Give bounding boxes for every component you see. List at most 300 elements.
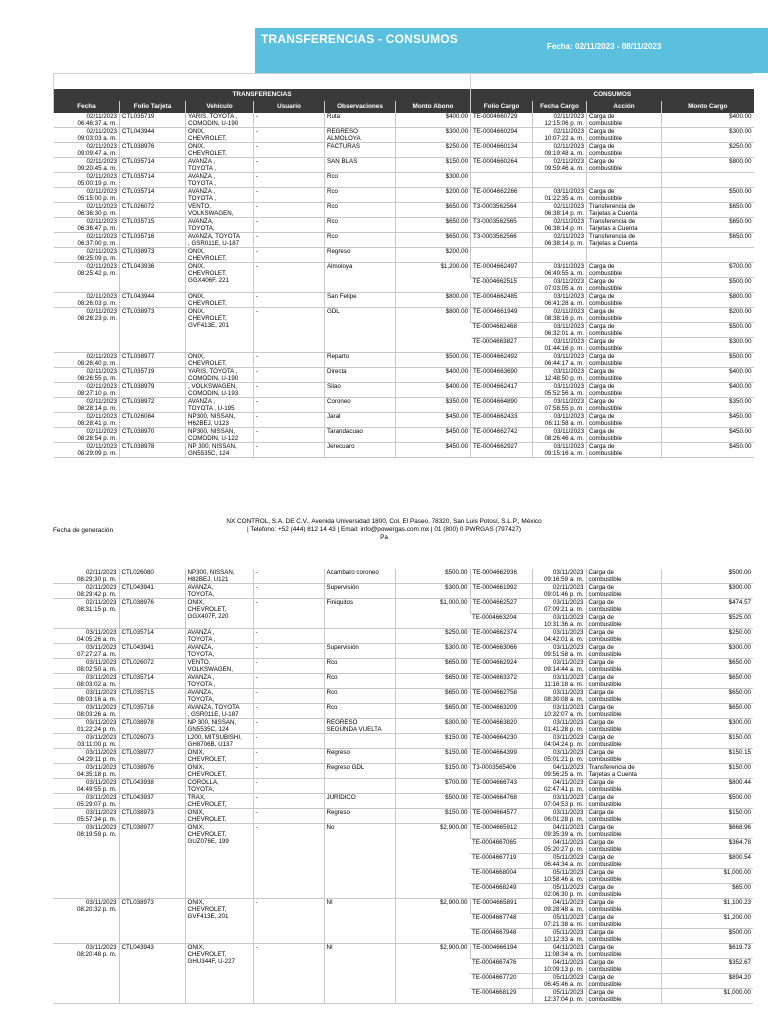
cell-usuario: -	[253, 569, 324, 584]
cell-fecha-cargo: 03/11/2023 09:51:58 a. m.	[532, 644, 586, 659]
cell-usuario: -	[254, 143, 325, 158]
cell-monto-cargo: $500.00	[661, 794, 753, 809]
cell-folio-cargo: TE-0004662527	[470, 599, 532, 614]
cell-usuario: -	[254, 413, 325, 428]
cell-folio-cargo	[471, 173, 533, 188]
cell-usuario: -	[254, 398, 325, 413]
cell-monto-cargo: $65.00	[661, 884, 753, 899]
cell-vehiculo: NP 300, NISSAN, GN5535C, 124	[185, 719, 253, 734]
cell-folio-cargo: TE-0004668129	[470, 989, 532, 1004]
cell-accion: Carga de combustible	[586, 944, 661, 959]
cell-fecha: 02/11/2023 08:28:54 p. m.	[54, 428, 120, 443]
cell-observaciones: Coroneo	[325, 398, 396, 413]
cell-monto-abono: $650.00	[395, 704, 470, 719]
cell-folio-cargo: TE-0004662497	[471, 263, 533, 278]
cell-folio-cargo: T3-0003562565	[471, 218, 533, 233]
cell-usuario: -	[253, 824, 324, 899]
cell-vehiculo: AVANZA, TOYOTA,	[186, 218, 254, 233]
cell-monto-cargo: $800.00	[662, 158, 754, 173]
table-row	[54, 413, 754, 428]
cell-accion: Carga de combustible	[586, 614, 661, 629]
cell-fecha-cargo: 03/11/2023 10:31:36 a. m.	[532, 614, 586, 629]
cell-folio-tarjeta: CTL043941	[119, 644, 185, 659]
cell-usuario: -	[254, 428, 325, 443]
cell-monto-abono: $150.00	[395, 809, 470, 824]
cell-monto-cargo: $150.00	[661, 809, 753, 824]
cell-vehiculo: AVANZA , TOYOTA ,	[186, 188, 254, 203]
cell-accion: Carga de combustible	[586, 644, 661, 659]
table-row	[53, 944, 753, 959]
cell-fecha-cargo: 04/11/2023 11:08:34 a. m.	[532, 944, 586, 959]
cell-accion: Carga de combustible	[586, 989, 661, 1004]
cell-accion: Carga de combustible	[586, 869, 661, 884]
cell-vehiculo: ONIX, CHEVROLET, GVF413E, 201	[186, 308, 254, 353]
cell-folio-tarjeta: CTL043944	[120, 128, 186, 143]
cell-observaciones: Rco	[325, 218, 396, 233]
page-footer	[150, 518, 618, 542]
cell-monto-cargo: $364.78	[661, 839, 753, 854]
cell-vehiculo: ONIX, CHEVROLET,	[185, 749, 253, 764]
cell-fecha-cargo: 04/11/2023 02:47:41 p. m.	[532, 779, 586, 794]
cell-fecha-cargo: 03/11/2023 06:01:28 p. m.	[532, 809, 586, 824]
cell-accion: Carga de combustible	[586, 899, 661, 914]
cell-folio-tarjeta: CTL035715	[120, 218, 186, 233]
cell-folio-cargo: TE-0004660264	[471, 158, 533, 173]
cell-usuario: -	[253, 719, 324, 734]
cell-monto-abono: $350.00	[396, 398, 471, 413]
cell-folio-cargo: TE-0004662936	[470, 569, 532, 584]
cell-usuario: -	[254, 383, 325, 398]
cell-vehiculo: AVANZA , TOYOTA ,	[185, 629, 253, 644]
cell-accion: Carga de combustible	[586, 704, 661, 719]
cell-observaciones	[324, 779, 395, 794]
cell-accion: Carga de combustible	[587, 323, 662, 338]
cell-folio-cargo: T3-0003565406	[470, 764, 532, 779]
cell-fecha-cargo: 02/11/2023 09:01:46 p. m.	[532, 584, 586, 599]
cell-folio-cargo: TE-0004662433	[471, 413, 533, 428]
cell-accion: Transferencia de Tarjetas a Cuenta	[587, 218, 662, 233]
cell-accion: Carga de combustible	[587, 368, 662, 383]
cell-usuario: -	[254, 128, 325, 143]
cell-fecha: 02/11/2023 09:03:03 a. m.	[54, 128, 120, 143]
cell-usuario: -	[254, 293, 325, 308]
table-row	[54, 113, 754, 128]
cell-accion: Carga de combustible	[586, 809, 661, 824]
cell-observaciones: Rco	[324, 704, 395, 719]
cell-fecha: 03/11/2023 04:05:26 a. m.	[53, 629, 119, 644]
cell-vehiculo: ONIX, CHEVROLET, GGX407F, 220	[185, 599, 253, 629]
cell-vehiculo: COROLLA, TOYOTA,	[185, 779, 253, 794]
cell-monto-cargo: $352.67	[661, 959, 753, 974]
cell-monto-cargo: $619.73	[661, 944, 753, 959]
cell-monto-abono: $450.00	[396, 443, 471, 458]
cell-fecha: 02/11/2023 08:31:15 p. m.	[53, 599, 119, 629]
table-row	[53, 704, 753, 719]
cell-observaciones: FACTURAS	[325, 143, 396, 158]
cell-monto-cargo: $450.00	[662, 428, 754, 443]
cell-accion: Carga de combustible	[586, 659, 661, 674]
cell-folio-tarjeta: CTL035714	[120, 188, 186, 203]
cell-usuario: -	[254, 203, 325, 218]
cell-accion: Carga de combustible	[586, 974, 661, 989]
cell-monto-abono: $650.00	[396, 233, 471, 248]
cell-folio-cargo: TE-0004664577	[470, 809, 532, 824]
cell-monto-cargo: $800.00	[662, 293, 754, 308]
table-row	[54, 203, 754, 218]
table-row	[54, 308, 754, 323]
col-header-fecha: Fecha	[54, 101, 120, 113]
cell-usuario: -	[254, 308, 325, 353]
cell-monto-abono: $800.00	[396, 308, 471, 353]
cell-monto-abono: $700.00	[395, 779, 470, 794]
cell-usuario: -	[253, 644, 324, 659]
cell-vehiculo: ONIX, CHEVROLET,	[186, 293, 254, 308]
cell-accion: Carga de combustible	[587, 128, 662, 143]
cell-fecha: 02/11/2023 09:20:45 a. m.	[54, 158, 120, 173]
cell-fecha: 03/11/2023 08:20:32 p. m.	[53, 899, 119, 944]
cell-folio-cargo: TE-0004660729	[471, 113, 533, 128]
cell-monto-cargo: $400.00	[662, 368, 754, 383]
table-row	[53, 674, 753, 689]
cell-usuario: -	[254, 173, 325, 188]
cell-monto-cargo: $650.00	[662, 203, 754, 218]
cell-accion: Carga de combustible	[586, 854, 661, 869]
cell-usuario: -	[254, 443, 325, 458]
cell-folio-cargo: TE-0004667748	[470, 914, 532, 929]
cell-fecha: 02/11/2023 08:25:42 p. m.	[54, 263, 120, 293]
table-row	[53, 659, 753, 674]
cell-fecha-cargo: 03/11/2023 08:26:46 a. m.	[533, 428, 587, 443]
cell-monto-abono: $650.00	[395, 659, 470, 674]
cell-fecha-cargo: 03/11/2023 05:52:56 a. m.	[533, 383, 587, 398]
cell-folio-tarjeta: CTL035715	[119, 689, 185, 704]
cell-monto-cargo: $500.00	[662, 278, 754, 293]
cell-accion: Carga de combustible	[586, 569, 661, 584]
cell-monto-abono: $450.00	[396, 413, 471, 428]
cell-accion: Carga de combustible	[586, 584, 661, 599]
cell-monto-cargo: $1,200.00	[661, 914, 753, 929]
cell-folio-tarjeta: CTL043936	[120, 263, 186, 293]
cell-folio-cargo: TE-0004668004	[470, 869, 532, 884]
cell-accion: Carga de combustible	[587, 413, 662, 428]
cell-fecha-cargo: 03/11/2023 04:42:01 a. m.	[532, 629, 586, 644]
cell-vehiculo: ONIX, CHEVROLET,	[185, 764, 253, 779]
cell-vehiculo: NP300, NISSAN, H62BEJ, U123	[186, 413, 254, 428]
cell-folio-cargo: TE-0004662417	[471, 383, 533, 398]
cell-monto-abono: $1,200.00	[396, 263, 471, 293]
cell-folio-tarjeta: CTL035716	[120, 233, 186, 248]
cell-accion: Transferencia de Tarjetas a Cuenta	[587, 203, 662, 218]
cell-accion: Carga de combustible	[587, 158, 662, 173]
cell-folio-cargo: TE-0004667476	[470, 959, 532, 974]
cell-monto-abono: $2,900.00	[395, 944, 470, 1004]
cell-monto-cargo: $350.00	[662, 398, 754, 413]
cell-fecha: 03/11/2023 04:35:18 p. m.	[53, 764, 119, 779]
cell-monto-cargo: $150.15	[661, 749, 753, 764]
cell-folio-cargo: TE-0004662758	[470, 689, 532, 704]
cell-fecha: 03/11/2023 08:02:50 a. m.	[53, 659, 119, 674]
cell-observaciones: Rco	[324, 674, 395, 689]
cell-monto-cargo: $300.00	[661, 584, 753, 599]
col-header-folio-tarjeta: Folio Tarjeta	[120, 101, 186, 113]
cell-vehiculo: , VOLKSWAGEN, COMODIN, U-193	[186, 383, 254, 398]
cell-folio-tarjeta: CTL043941	[119, 584, 185, 599]
cell-folio-cargo: TE-0004666743	[470, 779, 532, 794]
cell-monto-cargo: $300.00	[661, 644, 753, 659]
cell-observaciones: Almoloya	[325, 263, 396, 293]
cell-monto-abono: $150.00	[395, 764, 470, 779]
cell-fecha: 02/11/2023 08:28:14 p. m.	[54, 398, 120, 413]
cell-monto-abono: $300.00	[395, 644, 470, 659]
table-row	[54, 368, 754, 383]
cell-vehiculo: YARIS, TOYOTA , COMODIN, U-190	[186, 368, 254, 383]
cell-observaciones: NI	[324, 899, 395, 944]
table-row	[54, 233, 754, 248]
cell-fecha: 02/11/2023 06:46:37 a. m.	[54, 113, 120, 128]
cell-observaciones: Jaral	[325, 413, 396, 428]
cell-monto-abono: $1,000.00	[395, 599, 470, 629]
cell-fecha: 03/11/2023 01:22:24 p. m.	[53, 719, 119, 734]
cell-monto-cargo: $668.96	[661, 824, 753, 839]
table-row	[53, 899, 753, 914]
cell-accion: Carga de combustible	[586, 884, 661, 899]
cell-usuario: -	[253, 659, 324, 674]
cell-folio-tarjeta: CTL038973	[120, 248, 186, 263]
table-row	[54, 443, 754, 458]
cell-observaciones: JURIDICO	[324, 794, 395, 809]
cell-fecha-cargo	[533, 173, 587, 188]
cell-monto-cargo	[662, 248, 754, 263]
cell-vehiculo: AVANZA , TOYOTA , U-195	[186, 398, 254, 413]
cell-monto-cargo: $300.00	[662, 128, 754, 143]
cell-vehiculo: NP300, NISSAN, COMODIN, U-122	[186, 428, 254, 443]
cell-fecha-cargo: 02/11/2023 08:38:16 p. m.	[533, 308, 587, 323]
cell-monto-cargo	[662, 173, 754, 188]
cell-folio-tarjeta: CTL038973	[120, 308, 186, 353]
cell-monto-abono: $500.00	[396, 353, 471, 368]
cell-monto-abono: $250.00	[395, 629, 470, 644]
cell-folio-tarjeta: CTL035714	[120, 158, 186, 173]
footer-address: NX CONTROL, S.A. DE C.V., Avenida Universidad 1800, Col. El Paseo, 78320, San Luis Potosí, S.L.P., México	[226, 518, 542, 525]
cell-vehiculo: YARIS, TOYOTA , COMODIN, U-190	[186, 113, 254, 128]
cell-usuario: -	[254, 368, 325, 383]
cell-usuario: -	[254, 353, 325, 368]
cell-folio-cargo: TE-0004662374	[470, 629, 532, 644]
table-row	[53, 794, 753, 809]
cell-usuario: -	[253, 584, 324, 599]
cell-folio-tarjeta: CTL035716	[119, 704, 185, 719]
cell-fecha-cargo: 04/11/2023 10:09:13 p. m.	[532, 959, 586, 974]
cell-fecha: 03/11/2023 08:20:48 p. m.	[53, 944, 119, 1004]
cell-fecha: 03/11/2023 05:29:07 p. m.	[53, 794, 119, 809]
table-row	[53, 569, 753, 584]
col-header-observaciones: Observaciones	[325, 101, 396, 113]
cell-folio-cargo	[471, 248, 533, 263]
cell-folio-tarjeta: CTL038970	[120, 428, 186, 443]
col-header-monto-cargo: Monto Cargo	[662, 101, 754, 113]
cell-vehiculo: ONIX, CHEVROLET,	[186, 128, 254, 143]
cell-observaciones: Regreso GDL	[324, 764, 395, 779]
cell-fecha-cargo: 05/11/2023 07:21:38 a. m.	[532, 914, 586, 929]
cell-accion: Carga de combustible	[587, 188, 662, 203]
cell-fecha: 02/11/2023 08:26:23 p. m.	[54, 308, 120, 353]
cell-accion: Carga de combustible	[586, 794, 661, 809]
cell-fecha: 03/11/2023 08:03:16 a. m.	[53, 689, 119, 704]
cell-folio-tarjeta: CTL038972	[120, 398, 186, 413]
cell-fecha-cargo: 03/11/2023 01:41:28 p. m.	[532, 719, 586, 734]
cell-folio-cargo: TE-0004663209	[470, 704, 532, 719]
cell-observaciones: Rco	[324, 689, 395, 704]
cell-monto-cargo: $500.00	[662, 188, 754, 203]
cell-folio-tarjeta: CTL026072	[119, 659, 185, 674]
cell-accion: Carga de combustible	[587, 263, 662, 278]
cell-folio-tarjeta: CTL038973	[119, 899, 185, 944]
table-row	[54, 173, 754, 188]
cell-fecha: 02/11/2023 08:29:09 p. m.	[54, 443, 120, 458]
cell-vehiculo: AVANZA , TOYOTA ,	[186, 173, 254, 188]
transfers-table-page2	[53, 569, 753, 1004]
cell-usuario: -	[254, 158, 325, 173]
cell-accion: Carga de combustible	[586, 779, 661, 794]
footer-page-label: Pa	[380, 534, 388, 541]
cell-fecha: 03/11/2023 07:27:27 a. m.	[53, 644, 119, 659]
page-frame-divider	[470, 73, 471, 89]
cell-folio-cargo: TE-0004663204	[470, 614, 532, 629]
cell-folio-tarjeta: CTL026073	[119, 734, 185, 749]
cell-usuario: -	[253, 779, 324, 794]
cell-usuario: -	[253, 704, 324, 719]
cell-vehiculo: AVANZA, TOYOTA,	[185, 584, 253, 599]
cell-observaciones: SAN BLAS	[325, 158, 396, 173]
cell-accion: Carga de combustible	[587, 398, 662, 413]
cell-folio-cargo: T3-0003562566	[471, 233, 533, 248]
cell-accion: Carga de combustible	[586, 674, 661, 689]
report-title: TRANSFERENCIAS - CONSUMOS	[261, 32, 459, 46]
cell-folio-cargo: TE-0004660294	[471, 128, 533, 143]
cell-fecha-cargo: 05/11/2023 12:37:04 p. m.	[532, 989, 586, 1004]
cell-folio-cargo: TE-0004667720	[470, 974, 532, 989]
cell-fecha-cargo: 03/11/2023 07:09:21 a. m.	[532, 599, 586, 614]
cell-fecha-cargo: 05/11/2023 10:12:33 a. m.	[532, 929, 586, 944]
cell-monto-abono: $2,900.00	[395, 899, 470, 944]
cell-fecha-cargo: 03/11/2023 01:22:35 a. m.	[533, 188, 587, 203]
cell-fecha-cargo: 03/11/2023 06:49:55 a. m.	[533, 263, 587, 278]
cell-usuario: -	[254, 113, 325, 128]
cell-monto-cargo: $700.00	[662, 263, 754, 278]
col-header-accion: Acción	[587, 101, 662, 113]
cell-fecha-cargo: 02/11/2023 09:59:46 a. m.	[533, 158, 587, 173]
cell-accion	[587, 248, 662, 263]
cell-monto-cargo: $650.00	[661, 704, 753, 719]
cell-fecha: 03/11/2023 08:19:59 p. m.	[53, 824, 119, 899]
cell-vehiculo: ONIX, CHEVROLET,	[185, 809, 253, 824]
cell-monto-cargo: $300.00	[661, 719, 753, 734]
cell-observaciones: Finiquitos	[324, 599, 395, 629]
table-row	[54, 383, 754, 398]
cell-monto-cargo: $800.44	[661, 779, 753, 794]
cell-monto-cargo: $150.00	[661, 764, 753, 779]
cell-fecha: 03/11/2023 04:29:11 p. m.	[53, 749, 119, 764]
cell-folio-tarjeta: CTL035719	[120, 368, 186, 383]
cell-monto-abono: $250.00	[396, 143, 471, 158]
cell-fecha-cargo: 05/11/2023 02:06:30 p. m.	[532, 884, 586, 899]
cell-fecha: 02/11/2023 08:27:10 p. m.	[54, 383, 120, 398]
table-row	[54, 128, 754, 143]
cell-fecha-cargo: 03/11/2023 09:14:44 a. m.	[532, 659, 586, 674]
cell-folio-cargo: TE-0004662927	[471, 443, 533, 458]
cell-folio-cargo: TE-0004662924	[470, 659, 532, 674]
cell-usuario: -	[254, 263, 325, 293]
cell-monto-cargo: $894.20	[661, 974, 753, 989]
cell-vehiculo: AVANZA, TOYOTA,	[185, 689, 253, 704]
cell-accion: Carga de combustible	[587, 308, 662, 323]
cell-monto-abono: $300.00	[396, 128, 471, 143]
table-row	[53, 809, 753, 824]
cell-fecha-cargo: 04/11/2023 09:28:48 a. m.	[532, 899, 586, 914]
cell-folio-cargo: TE-0004663820	[470, 719, 532, 734]
cell-folio-cargo: TE-0004668249	[470, 884, 532, 899]
cell-fecha-cargo: 03/11/2023 07:04:53 p. m.	[532, 794, 586, 809]
cell-fecha-cargo: 03/11/2023 05:01:21 p. m.	[532, 749, 586, 764]
cell-observaciones: Acambaro coroneo	[324, 569, 395, 584]
cell-folio-cargo: TE-0004663066	[470, 644, 532, 659]
cell-observaciones	[324, 734, 395, 749]
report-date-range: Fecha: 02/11/2023 - 08/11/2023	[547, 42, 662, 51]
cell-fecha-cargo: 02/11/2023 10:07:22 a. m.	[533, 128, 587, 143]
cell-fecha: 03/11/2023 04:49:55 p. m.	[53, 779, 119, 794]
cell-monto-abono: $400.00	[396, 383, 471, 398]
cell-fecha: 03/11/2023 05:57:34 p. m.	[53, 809, 119, 824]
cell-monto-cargo: $300.00	[662, 338, 754, 353]
cell-fecha-cargo: 02/11/2023 06:38:14 p. m.	[533, 203, 587, 218]
col-header-usuario: Usuario	[254, 101, 325, 113]
cell-fecha: 02/11/2023 08:29:30 p. m.	[53, 569, 119, 584]
cell-fecha-cargo: 03/11/2023 06:41:28 a. m.	[533, 293, 587, 308]
cell-monto-cargo: $650.00	[662, 233, 754, 248]
cell-fecha: 02/11/2023 08:25:09 p. m.	[54, 248, 120, 263]
col-header-fecha-cargo: Fecha Cargo	[533, 101, 587, 113]
cell-fecha: 02/11/2023 08:26:55 p. m.	[54, 368, 120, 383]
cell-folio-cargo: TE-0004664768	[470, 794, 532, 809]
table-row	[54, 218, 754, 233]
table-row	[54, 263, 754, 278]
cell-accion: Carga de combustible	[586, 629, 661, 644]
cell-folio-cargo: TE-0004663827	[471, 338, 533, 353]
cell-usuario: -	[254, 218, 325, 233]
group-header-consumos: CONSUMOS	[471, 89, 754, 101]
table-row	[53, 779, 753, 794]
cell-folio-tarjeta: CTL043937	[119, 794, 185, 809]
cell-fecha-cargo: 03/11/2023 11:16:18 a. m.	[532, 674, 586, 689]
cell-monto-cargo: $450.00	[662, 443, 754, 458]
cell-monto-abono: $200.00	[396, 188, 471, 203]
cell-observaciones: Regreso	[324, 809, 395, 824]
cell-fecha: 02/11/2023 06:36:30 p. m.	[54, 203, 120, 218]
cell-folio-cargo: TE-0004661949	[471, 308, 533, 323]
cell-observaciones: Regreso	[325, 248, 396, 263]
cell-usuario: -	[253, 809, 324, 824]
cell-folio-cargo: TE-0004663372	[470, 674, 532, 689]
cell-fecha-cargo: 02/11/2023 09:19:48 a. m.	[533, 143, 587, 158]
cell-observaciones: REGRESO ALMOLOYA	[325, 128, 396, 143]
cell-vehiculo: VENTO, VOLKSWAGEN,	[185, 659, 253, 674]
cell-fecha: 02/11/2023 06:37:00 p. m.	[54, 233, 120, 248]
cell-observaciones: Ruta	[325, 113, 396, 128]
cell-accion: Carga de combustible	[587, 278, 662, 293]
cell-monto-cargo: $400.00	[662, 383, 754, 398]
cell-folio-cargo: TE-0004661992	[470, 584, 532, 599]
cell-monto-cargo: $650.00	[661, 689, 753, 704]
